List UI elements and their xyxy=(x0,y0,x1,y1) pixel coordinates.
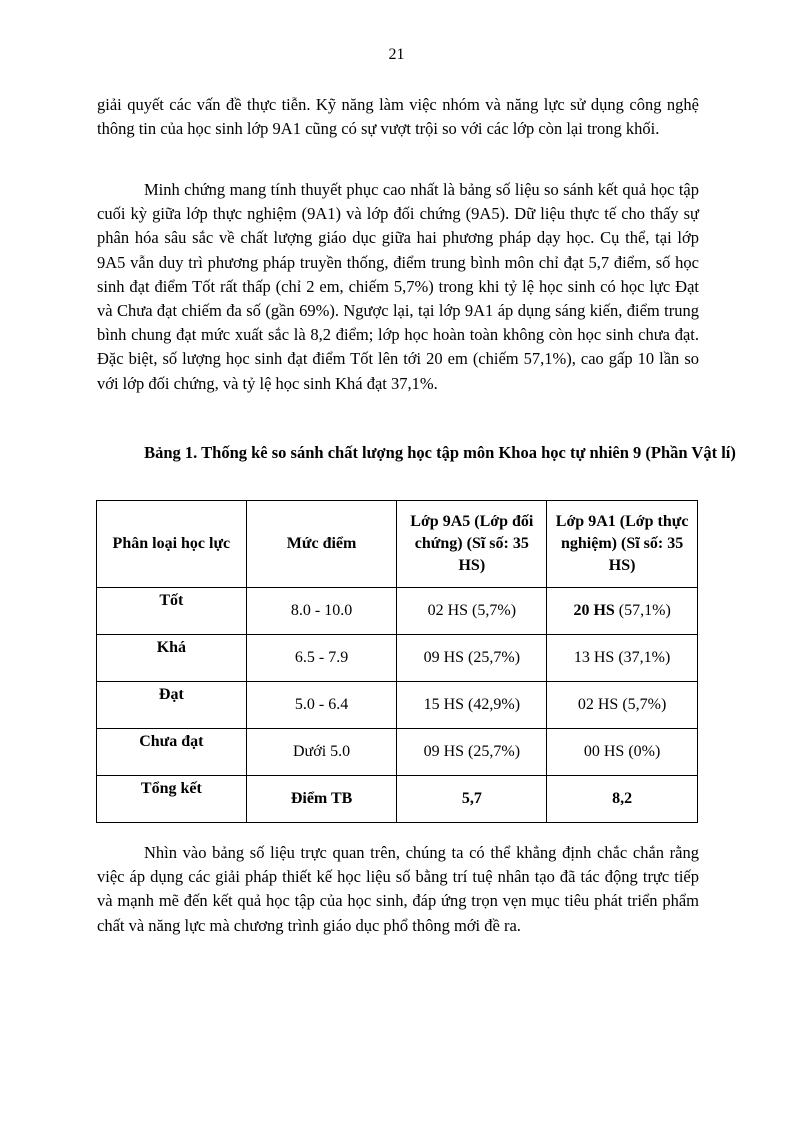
row-range: 5.0 - 6.4 xyxy=(246,682,397,729)
header-score-range: Mức điểm xyxy=(246,501,397,588)
row-range: 6.5 - 7.9 xyxy=(246,635,397,682)
row-9a5-value: 02 HS (5,7%) xyxy=(397,588,547,635)
table-summary-row xyxy=(97,776,698,823)
row-range: Điểm TB xyxy=(246,776,397,823)
header-classification: Phân loại học lực xyxy=(97,501,247,588)
paragraph-intro: giải quyết các vấn đề thực tiễn. Kỹ năng làm việc nhóm và năng lực sử dụng công nghệ thông tin của học sinh lớp 9A1 cũng có sự vượt trội so với các lớp còn lại trong khối. xyxy=(97,95,699,139)
row-9a1-value: 00 HS (0%) xyxy=(547,729,698,776)
paragraph-evidence: Minh chứng mang tính thuyết phục cao nhất là bảng số liệu so sánh kết quả học tập cuối kỳ giữa lớp thực nghiệm (9A1) và lớp đối chứng (9A5). Dữ liệu thực tế cho thấy sự phân hóa sâu sắc về chất lượng giáo dục giữa hai phương pháp dạy học. Cụ thể, tại lớp 9A5 vẫn duy trì phương pháp truyền thống, điểm trung bình môn chỉ đạt 5,7 điểm, số học sinh đạt điểm Tốt rất thấp (chỉ 2 em, chiếm 5,7%) trong khi tỷ lệ học sinh có học lực Đạt và Chưa đạt chiếm đa số (gần 69%). Ngược lại, tại lớp 9A1 áp dụng sáng kiến, điểm trung bình chung đạt mức xuất sắc là 8,2 điểm; lớp học hoàn toàn không còn học sinh chưa đạt. Đặc biệt, số lượng học sinh đạt điểm Tốt lên tới 20 em (chiếm 57,1%), cao gấp 10 lần so với lớp đối chứng, và tỷ lệ học sinh Khá đạt 37,1%. xyxy=(97,180,699,393)
row-category: Đạt xyxy=(97,682,247,729)
row-9a5-value: 15 HS (42,9%) xyxy=(397,682,547,729)
row-range: Dưới 5.0 xyxy=(246,729,397,776)
header-class-9a5: Lớp 9A5 (Lớp đối chứng) (Sĩ số: 35 HS) xyxy=(397,501,547,588)
row-9a1-count: 20 HS xyxy=(573,602,615,619)
table-caption: Bảng 1. Thống kê so sánh chất lượng học tập môn Khoa học tự nhiên 9 (Phần Vật lí) xyxy=(144,443,736,462)
row-9a5-value: 09 HS (25,7%) xyxy=(397,635,547,682)
row-category: Khá xyxy=(97,635,247,682)
row-category: Chưa đạt xyxy=(97,729,247,776)
row-9a1-value: 8,2 xyxy=(547,776,698,823)
row-9a5-value: 5,7 xyxy=(397,776,547,823)
row-9a1-value: 13 HS (37,1%) xyxy=(547,635,698,682)
table-row xyxy=(97,729,698,776)
row-category: Tổng kết xyxy=(97,776,247,823)
page-number: 21 xyxy=(388,46,405,63)
row-9a1-value: 02 HS (5,7%) xyxy=(547,682,698,729)
table-row xyxy=(97,635,698,682)
paragraph-conclusion: Nhìn vào bảng số liệu trực quan trên, chúng ta có thể khẳng định chắc chắn rằng việc áp dụng các giải pháp thiết kế học liệu số bằng trí tuệ nhân tạo đã tác động trực tiếp và mạnh mẽ đến kết quả học tập của học sinh, đáp ứng trọn vẹn mục tiêu phát triển phẩm chất và năng lực mà chương trình giáo dục phổ thông mới đề ra. xyxy=(97,843,699,935)
table-header-row xyxy=(97,501,698,588)
comparison-table xyxy=(96,500,698,823)
row-9a5-value: 09 HS (25,7%) xyxy=(397,729,547,776)
row-9a1-value xyxy=(547,588,698,635)
table-row xyxy=(97,682,698,729)
table-row xyxy=(97,588,698,635)
header-class-9a1: Lớp 9A1 (Lớp thực nghiệm) (Sĩ số: 35 HS) xyxy=(547,501,698,588)
row-category: Tốt xyxy=(97,588,247,635)
row-9a1-percent: (57,1%) xyxy=(614,602,671,619)
row-range: 8.0 - 10.0 xyxy=(246,588,397,635)
